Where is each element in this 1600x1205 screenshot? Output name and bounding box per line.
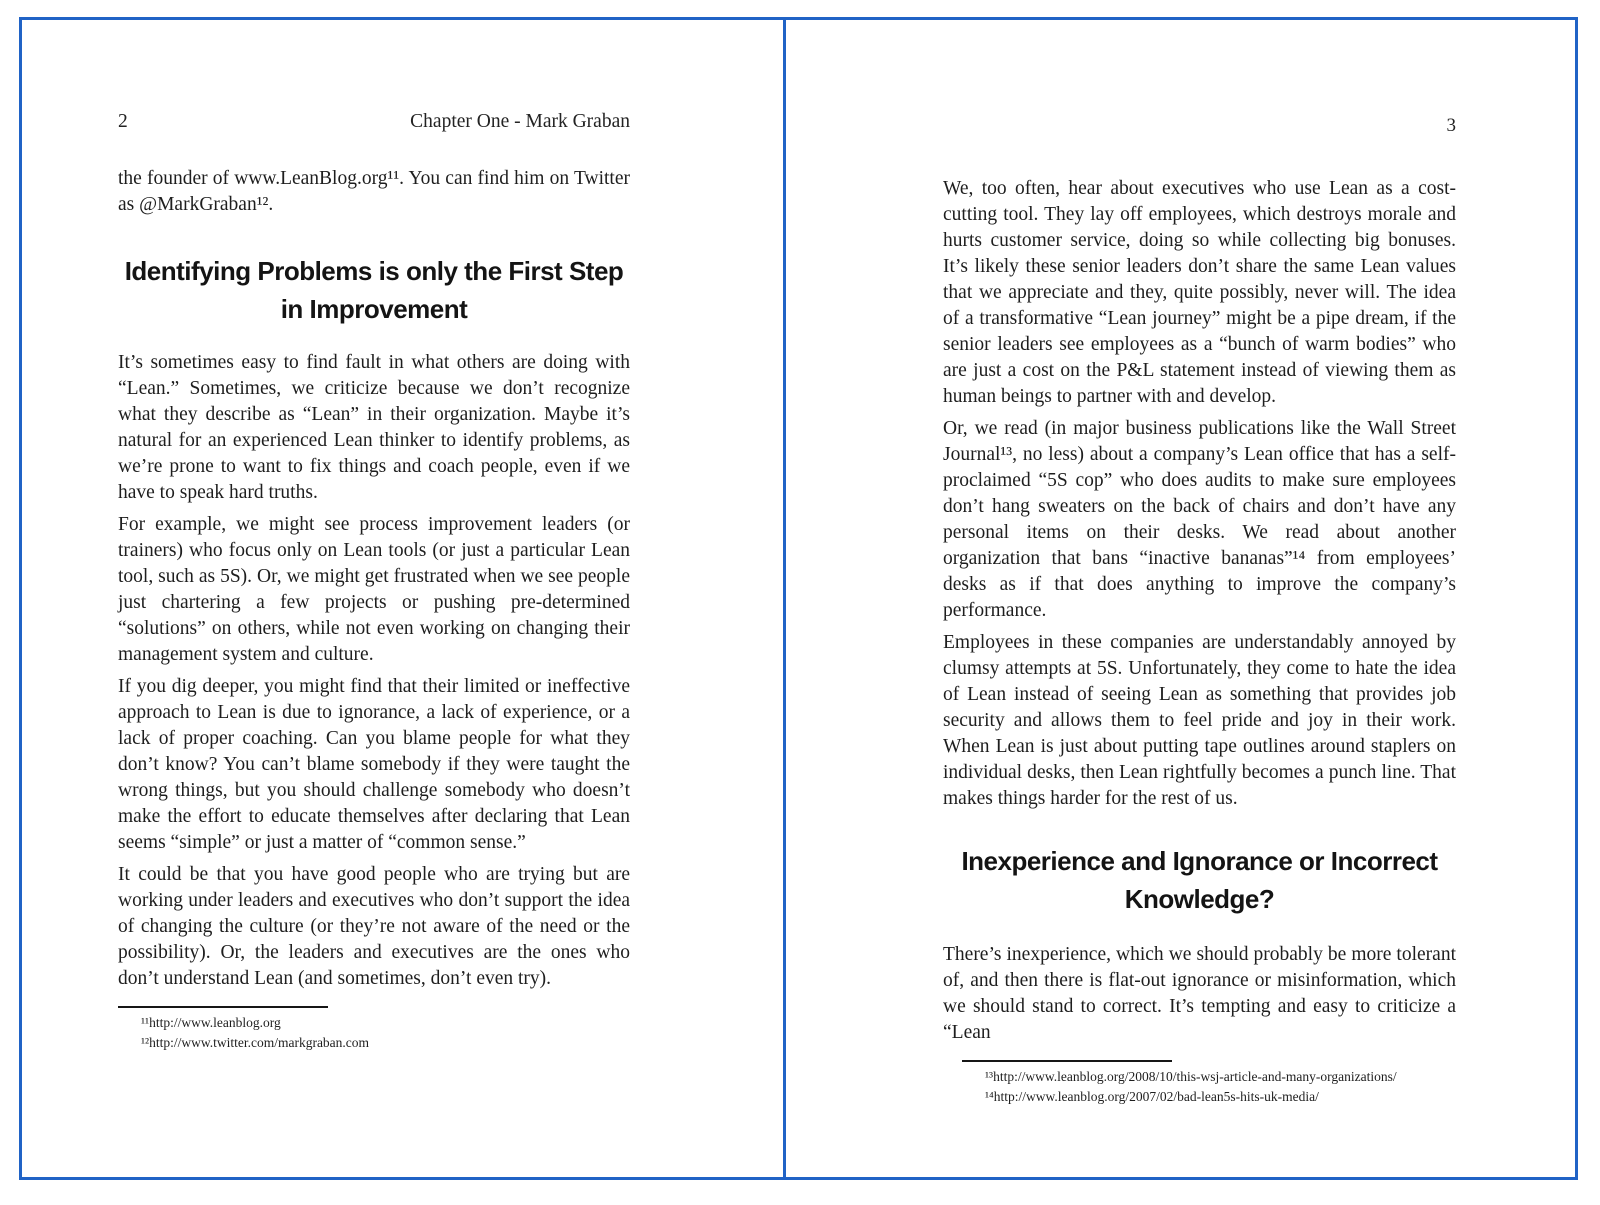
paragraph: Employees in these companies are understandably annoyed by clumsy attempts at 5S. Unfortunately, they come to hate the idea of Lean instead of seeing Lean as something that provides job security and allows them to feel pride and joy in their work. When Lean is just about putting tape outlines around staplers on individual desks, then Lean rightfully becomes a punch line. That makes things harder for the rest of us. — [943, 632, 1456, 809]
footnote: ¹³http://www.leanblog.org/2008/10/this-wsj-article-and-many-organizations/ — [985, 1069, 1397, 1084]
page-number: 3 — [1446, 115, 1456, 136]
paragraph: the founder of www.LeanBlog.org¹¹. You can find him on Twitter as @MarkGraban¹². — [118, 168, 630, 215]
footnotes — [962, 1060, 1456, 1106]
paragraph: If you dig deeper, you might find that their limited or ineffective approach to Lean is due to ignorance, a lack of experience, or a lack of proper coaching. Can you blame people for what they don’t know? You can’t blame somebody if they were taught the wrong things, but you should challenge somebody who doesn’t make the effort to educate themselves after declaring that Lean seems “simple” or just a matter of “common sense.” — [118, 676, 630, 853]
footnote-separator — [118, 1006, 328, 1008]
page-2 — [118, 20, 630, 1052]
paragraph: There’s inexperience, which we should probably be more tolerant of, and then there is flat-out ignorance or misinformation, which we should stand to correct. It’s tempting and easy to criticize a “Lean — [943, 944, 1456, 1043]
paragraph: It’s sometimes easy to find fault in what others are doing with “Lean.” Sometimes, we criticize because we don’t recognize what they describe as “Lean” in their organization. Maybe it’s natural for an experienced Lean thinker to identify problems, as we’re prone to want to fix things and coach people, even if we have to speak hard truths. — [118, 352, 630, 503]
page-3 — [943, 20, 1456, 1106]
footnote: ¹²http://www.twitter.com/markgraban.com — [141, 1034, 370, 1050]
paragraph: For example, we might see process improvement leaders (or trainers) who focus only on Lean tools (or just a particular Lean tool, such as 5S). Or, we might get frustrated when we see people just chartering a few projects or pushing pre-determined “solutions” on others, while not even working on changing their management system and culture. — [118, 514, 630, 665]
page-number: 2 — [118, 111, 128, 132]
page-divider — [783, 20, 786, 1177]
paragraph: Or, we read (in major business publications like the Wall Street Journal¹³, no less) about a company’s Lean office that has a self-proclaimed “5S cop” who does audits to make sure employees don’t hang sweaters on the back of chairs and don’t have any personal items on their desks. We read about another organization that bans “inactive bananas”¹⁴ from employees’ desks as if that does anything to improve the company’s performance. — [943, 418, 1456, 621]
section-heading: Inexperience and Ignorance or Incorrect Knowledge? — [961, 846, 1438, 914]
paragraph: It could be that you have good people who are trying but are working under leaders and executives who don’t support the idea of changing the culture (or they’re not aware of the need or the possibility). Or, the leaders and executives are the ones who don’t understand Lean (and sometimes, don’t even try). — [118, 864, 630, 989]
running-header-title: Chapter One - Mark Graban — [410, 111, 630, 132]
footnote: ¹⁴http://www.leanblog.org/2007/02/bad-lean5s-hits-uk-media/ — [985, 1088, 1319, 1104]
book-spread-frame — [19, 17, 1578, 1180]
section-heading: Identifying Problems is only the First Step in Improvement — [124, 256, 624, 324]
footnote: ¹¹http://www.leanblog.org — [141, 1015, 281, 1030]
footnotes — [118, 1006, 630, 1052]
paragraph: We, too often, hear about executives who use Lean as a cost-cutting tool. They lay off employees, which destroys morale and hurts customer service, doing so while collecting big bonuses. It’s likely these senior leaders don’t share the same Lean values that we appreciate and they, quite possibly, never will. The idea of a transformative “Lean journey” might be a pipe dream, if the senior leaders see employees as a “bunch of warm bodies” who are just a cost on the P&L statement instead of viewing them as human beings to partner with and develop. — [943, 178, 1456, 407]
footnote-separator — [962, 1060, 1172, 1062]
running-head — [118, 110, 630, 134]
